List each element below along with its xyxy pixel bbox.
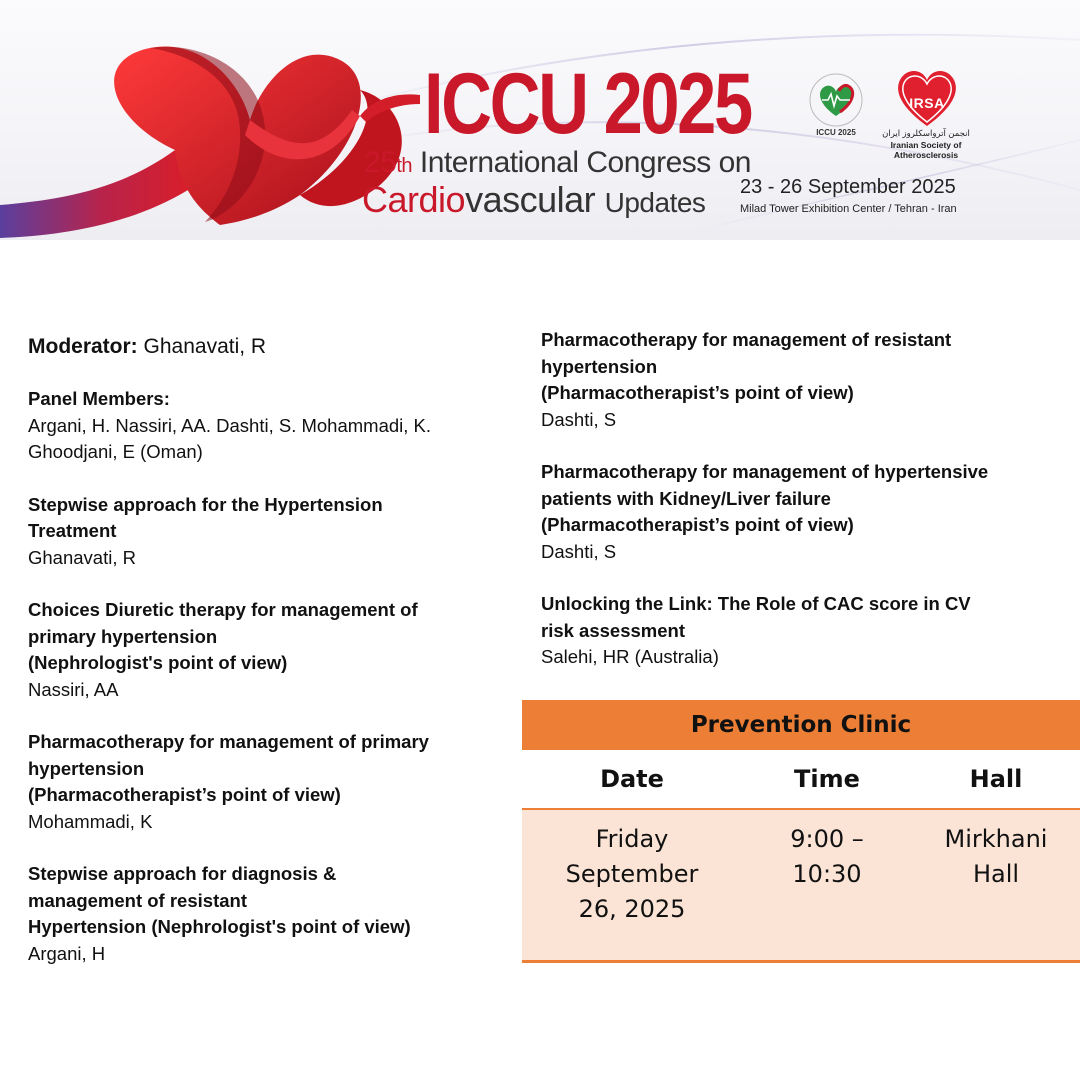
talk-title-line: hypertension: [28, 757, 145, 779]
talk-speaker: Dashti, S: [541, 540, 617, 562]
talk-item: [28, 861, 518, 967]
talk-speaker: Salehi, HR (Australia): [541, 646, 719, 667]
session-hall-cell: Mirkhani Hall: [944, 825, 1048, 888]
irsa-logo-text: IRSA: [909, 95, 945, 111]
talk-title-line: Pharmacotherapy for management of resistant: [541, 329, 952, 350]
talk-speaker: Dashti, S: [541, 408, 617, 430]
column-header-date: Date: [600, 765, 664, 793]
panel-members-label: Panel Members:: [28, 388, 170, 409]
talk-speaker: Ghanavati, R: [28, 546, 136, 568]
column-header-time: Time: [794, 765, 860, 793]
talk-title-line: Hypertension (Nephrologist's point of view): [28, 916, 411, 937]
talk-speaker: Nassiri, AA: [28, 678, 119, 700]
session-date-cell: Friday September 26, 2025: [565, 825, 699, 923]
iccu-logo-label: ICCU 2025: [816, 128, 856, 137]
talk-title-line: risk assessment: [541, 619, 685, 641]
session-table-row: [522, 810, 1080, 963]
talk-title-line: (Pharmacotherapist’s point of view): [541, 382, 854, 403]
talk-title-line: Pharmacotherapy for management of primary: [28, 731, 429, 752]
congress-subtitle-line1: 25th International Congress on: [364, 146, 751, 179]
congress-venue: Milad Tower Exhibition Center / Tehran - Iran: [740, 203, 957, 215]
column-header-hall: Hall: [969, 765, 1023, 793]
congress-title: ICCU 2025: [424, 56, 751, 152]
irsa-farsi-name: انجمن آترواسکلروز ایران: [882, 128, 970, 138]
panel-members: [28, 386, 518, 466]
irsa-english-name: Iranian Society of Atherosclerosis: [890, 140, 962, 160]
session-table-header: Prevention Clinic: [522, 700, 1080, 750]
talk-item: [28, 729, 518, 835]
talk-title-line: management of resistant: [28, 889, 247, 911]
talk-title-line: (Pharmacotherapist’s point of view): [541, 514, 854, 535]
moderator-label: Moderator:: [28, 335, 138, 358]
talk-title-line: Choices Diuretic therapy for management of: [28, 599, 418, 620]
talk-title-line: Stepwise approach for the Hypertension: [28, 493, 383, 515]
talk-item: [28, 492, 518, 572]
talk-item: [541, 459, 1080, 565]
talk-title-line: Treatment: [28, 520, 117, 541]
panel-members-line: Ghoodjani, E (Oman): [28, 441, 203, 462]
congress-banner: [0, 0, 1080, 240]
session-info-table: [522, 700, 1080, 964]
congress-dates: 23 - 26 September 2025: [740, 176, 956, 198]
moderator-name: Ghanavati, R: [143, 335, 267, 358]
congress-subtitle-line2: Cardiovascular Updates: [362, 179, 706, 220]
talk-item: [541, 327, 1080, 433]
talk-item: [28, 597, 518, 703]
panel-members-line: Argani, H. Nassiri, AA. Dashti, S. Mohammadi, K.: [28, 414, 432, 436]
program-right-column: [541, 327, 1080, 697]
talk-title-line: hypertension: [541, 355, 658, 377]
talk-title-line: Pharmacotherapy for management of hypertensive: [541, 461, 989, 482]
talk-title-line: patients with Kidney/Liver failure: [541, 487, 831, 509]
talk-item: [541, 591, 1080, 671]
session-table-column-headers: [522, 750, 1080, 810]
moderator-line: [28, 334, 518, 360]
talk-title-line: Unlocking the Link: The Role of CAC score in CV: [541, 593, 971, 614]
talk-title-line: Stepwise approach for diagnosis &: [28, 863, 337, 884]
talk-speaker: Argani, H: [28, 942, 106, 964]
session-time-cell: 9:00 – 10:30: [790, 825, 864, 888]
talk-speaker: Mohammadi, K: [28, 810, 153, 832]
talk-title-line: primary hypertension: [28, 625, 218, 647]
talk-title-line: (Pharmacotherapist’s point of view): [28, 784, 341, 805]
program-left-column: [28, 334, 518, 993]
talk-title-line: (Nephrologist's point of view): [28, 652, 288, 673]
